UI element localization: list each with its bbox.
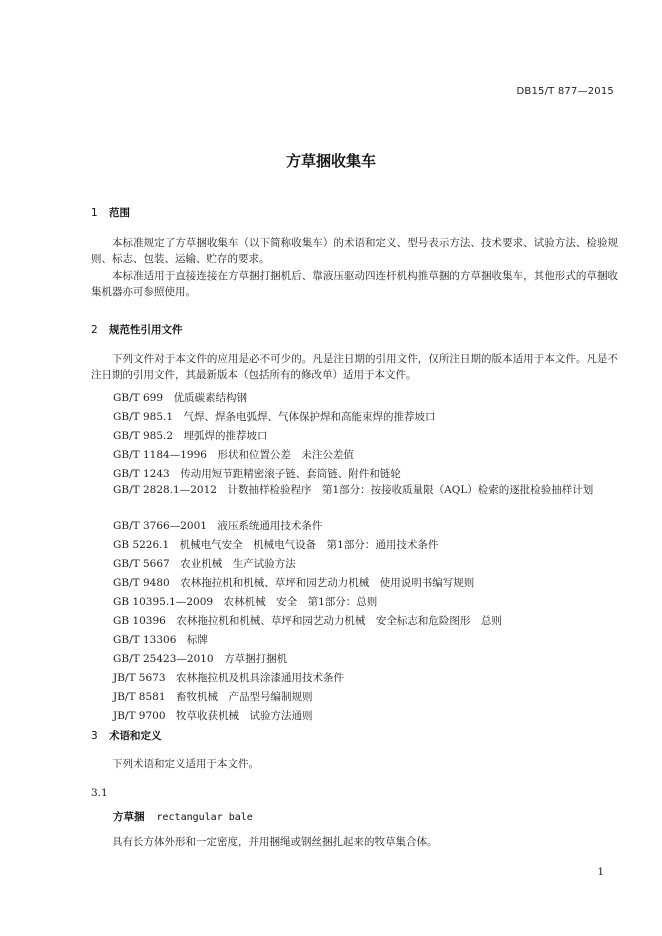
document-title: 方草捆收集车 bbox=[285, 152, 376, 170]
term-chinese: 方草捆 bbox=[113, 811, 145, 823]
page-number: 1 bbox=[597, 866, 604, 878]
reference-item: GB/T 9480 农林拖拉机和机械、草坪和园艺动力机械 使用说明书编写规则 bbox=[113, 577, 475, 589]
reference-item: GB 10395.1—2009 农林机械 安全 第1部分：总则 bbox=[113, 596, 378, 608]
reference-item: GB/T 25423—2010 方草捆打捆机 bbox=[113, 653, 288, 665]
reference-item: JB/T 8581 畜牧机械 产品型号编制规则 bbox=[113, 691, 313, 703]
section-2-heading bbox=[91, 322, 183, 337]
section-number: 2 bbox=[91, 324, 98, 336]
reference-item: GB/T 1184—1996 形状和位置公差 未注公差值 bbox=[113, 449, 354, 461]
section-number: 1 bbox=[91, 207, 98, 219]
scope-paragraph-1: 本标准规定了方草捆收集车（以下简称收集车）的术语和定义、型号表示方法、技术要求、试验方法、检验规则、标志、包装、运输、贮存的要求。 bbox=[91, 237, 618, 265]
section-title: 规范性引用文件 bbox=[109, 324, 183, 336]
term-entry bbox=[113, 809, 253, 824]
term-english: rectangular bale bbox=[156, 812, 253, 823]
reference-item: GB 5226.1 机械电气安全 机械电气设备 第1部分：通用技术条件 bbox=[113, 539, 439, 551]
section-number: 3 bbox=[91, 730, 98, 742]
term-definition: 具有长方体外形和一定密度，并用捆绳或钢丝捆扎起来的牧草集合体。 bbox=[112, 836, 438, 848]
references-intro: 下列文件对于本文件的应用是必不可少的。凡是注日期的引用文件，仅所注日期的版本适用于本文件。凡是不注日期的引用文件，其最新版本（包括所有的修改单）适用于本文件。 bbox=[91, 353, 618, 381]
reference-item: GB/T 699 优质碳素结构钢 bbox=[113, 392, 248, 404]
reference-item: GB 10396 农林拖拉机和机械、草坪和园艺动力机械 安全标志和危险图形 总则 bbox=[113, 615, 502, 627]
reference-item: JB/T 9700 牧草收获机械 试验方法通则 bbox=[113, 710, 313, 722]
section-3-heading bbox=[91, 728, 162, 743]
reference-item: JB/T 5673 农林拖拉机及机具涂漆通用技术条件 bbox=[113, 672, 345, 684]
section-title: 术语和定义 bbox=[109, 730, 162, 742]
reference-item: GB/T 5667 农业机械 生产试验方法 bbox=[113, 558, 296, 570]
standard-code: DB15/T 877—2015 bbox=[516, 86, 614, 97]
reference-item: GB/T 1243 传动用短节距精密滚子链、套筒链、附件和链轮 bbox=[113, 468, 401, 480]
reference-item: GB/T 985.1 气焊、焊条电弧焊、气体保护焊和高能束焊的推荐坡口 bbox=[113, 411, 436, 423]
section-1-heading bbox=[91, 205, 130, 220]
reference-item-long: GB/T 2828.1—2012 计数抽样检验程序 第1部分：按接收质量限（AQL）检索的逐批检验抽样计划 bbox=[113, 484, 594, 496]
section-title: 范围 bbox=[109, 207, 130, 219]
scope-paragraph-2: 本标准适用于直接连接在方草捆打捆机后、靠液压驱动四连杆机构推草捆的方草捆收集车，其他形式的草捆收集机器亦可参照使用。 bbox=[91, 270, 618, 298]
reference-item: GB/T 3766—2001 液压系统通用技术条件 bbox=[113, 520, 323, 532]
term-number: 3.1 bbox=[91, 787, 108, 799]
terms-intro: 下列术语和定义适用于本文件。 bbox=[112, 758, 259, 770]
reference-item: GB/T 13306 标牌 bbox=[113, 634, 208, 646]
reference-item: GB/T 985.2 埋弧焊的推荐坡口 bbox=[113, 430, 268, 442]
